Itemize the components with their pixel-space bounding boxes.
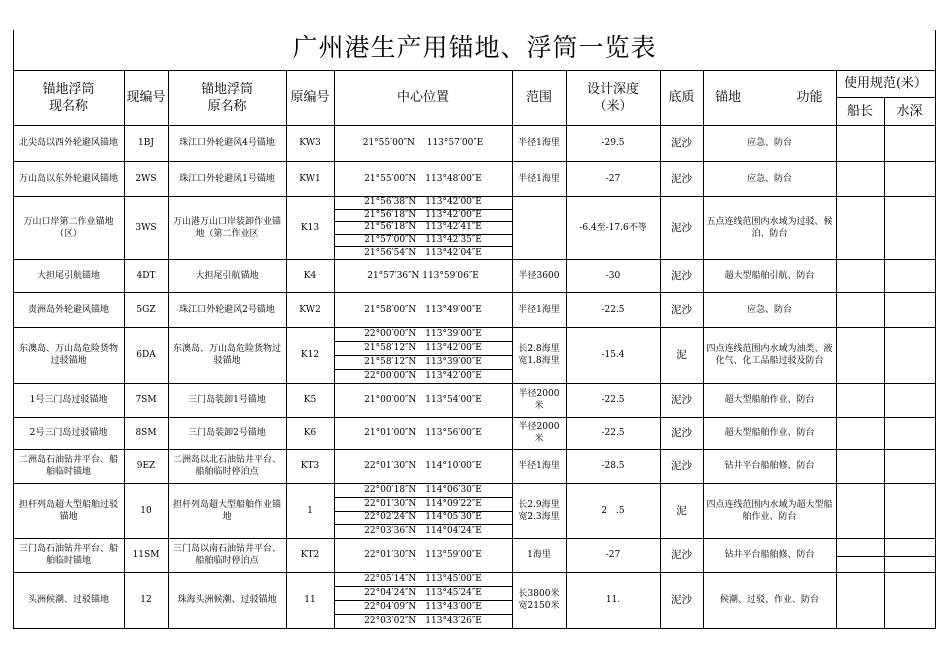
grid-line xyxy=(836,483,837,538)
coordinate-divider xyxy=(334,355,513,356)
grid-line xyxy=(884,125,885,161)
row-current-code: 10 xyxy=(140,505,152,516)
row-bottom-type: 泥沙 xyxy=(671,549,692,561)
row-original-name: 珠江口外轮避风2号锚地 xyxy=(179,304,275,315)
row-center-coordinate: 21°00′00″N 113°54′00″E xyxy=(364,395,482,405)
row-center-coordinate: 21°56′38″N 113°42′00″E xyxy=(364,197,482,208)
grid-line xyxy=(884,417,885,449)
row-range: 半径2000 米 xyxy=(518,389,560,411)
row-original-name: 珠海头洲候潮、过驳锚地 xyxy=(177,595,277,605)
row-current-code: 4DT xyxy=(136,270,156,281)
row-range: 半径3600 xyxy=(518,270,560,281)
row-bottom-type: 泥沙 xyxy=(671,137,692,149)
row-center-coordinate: 22°01′30″N 113°59′00″E xyxy=(364,550,482,560)
row-bottom-type: 泥沙 xyxy=(671,427,692,439)
row-design-depth: -22.5 xyxy=(601,304,625,315)
coordinate-divider xyxy=(334,586,513,587)
row-bottom-type: 泥沙 xyxy=(671,594,692,606)
row-original-code: KW3 xyxy=(299,138,321,148)
row-range: 1海里 xyxy=(527,550,551,560)
row-original-name: 担杆列岛超大型船舶作业锚地 xyxy=(172,499,281,522)
row-center-coordinate: 22°04′09″N 113°43′00″E xyxy=(364,602,482,612)
row-bottom-type: 泥 xyxy=(676,504,687,517)
header-original-name: 锚地浮筒 原名称 xyxy=(200,81,253,114)
row-function: 钻井平台船舶修、防台 xyxy=(724,550,815,560)
header-original-code: 原编号 xyxy=(290,90,330,105)
row-center-coordinate: 21°57′36″N 113°59′06″E xyxy=(367,270,479,281)
row-bottom-type: 泥沙 xyxy=(671,221,692,234)
row-center-coordinate: 22°02′24″N 114°05′30″E xyxy=(364,512,482,523)
grid-line xyxy=(836,538,837,572)
row-range: 半径1海里 xyxy=(518,304,560,315)
row-center-coordinate: 21°57′00″N 113°42′35″E xyxy=(364,235,482,246)
row-function: 候潮、过驳、作业、防台 xyxy=(719,595,819,605)
row-center-coordinate: 21°58′12″N 113°42′00″E xyxy=(364,343,482,353)
row-original-name: 三门岛以南石油钻井平台、船舶临时停泊点 xyxy=(172,544,281,566)
row-current-name: 担杆列岛超大型船舶过驳锚地 xyxy=(18,499,118,522)
header-function: 功能 xyxy=(796,90,823,105)
coordinate-divider xyxy=(334,600,513,601)
grid-line xyxy=(884,483,885,538)
grid-line xyxy=(836,572,837,628)
row-current-code: 3WS xyxy=(135,222,157,233)
row-design-depth: -27 xyxy=(605,550,621,560)
grid-line xyxy=(836,417,837,449)
coordinate-divider xyxy=(334,341,513,342)
row-original-code: K13 xyxy=(300,222,320,233)
row-center-coordinate: 22°03′02″N 113°43′26″E xyxy=(364,616,482,626)
row-center-coordinate: 21°55′00″N 113°48′00″E xyxy=(364,173,482,184)
row-design-depth: -6.4至-17.6不等 xyxy=(579,222,647,233)
row-center-coordinate: 21°56′18″N 113°42′41″E xyxy=(364,222,482,233)
coordinate-divider xyxy=(334,497,513,498)
row-bottom-type: 泥沙 xyxy=(671,460,692,472)
row-current-code: 12 xyxy=(140,595,152,605)
row-current-code: 2WS xyxy=(135,173,157,184)
row-original-name: 珠江口外轮避风1号锚地 xyxy=(179,173,275,184)
row-original-name: 万山港万山口岸装卸作业锚地（第二作业区 xyxy=(172,216,281,239)
row-function: 钻井平台船舶修、防台 xyxy=(724,461,815,471)
row-range xyxy=(512,196,566,259)
row-function: 四点连线范围内水域为超大型船舶作业、防台 xyxy=(706,499,833,522)
row-function: 四点连线范围内水域为油类、液化气、化工品船过驳及防台 xyxy=(706,344,833,366)
row-original-name: 大担尾引航锚地 xyxy=(195,270,259,281)
row-current-name: 二洲岛石油钻井平台、船舶临时锚地 xyxy=(18,455,118,477)
row-design-depth: 2 .5 xyxy=(601,505,625,516)
row-design-depth: -27 xyxy=(605,173,621,184)
page-title: 广州港生产用锚地、浮筒一览表 xyxy=(292,33,657,62)
grid-line xyxy=(836,196,837,259)
row-current-code: 1BJ xyxy=(138,138,154,148)
row-original-name: 二洲岛以北石油钻井平台、船舶临时停泊点 xyxy=(172,455,281,477)
row-current-name: 大担尾引航锚地 xyxy=(36,270,100,281)
row-original-code: KW2 xyxy=(299,304,321,315)
row-center-coordinate: 22°00′00″N 113°42′00″E xyxy=(364,371,482,381)
row-function: 应急、防台 xyxy=(746,138,792,148)
row-design-depth: -15.4 xyxy=(601,350,625,360)
row-current-code: 11SM xyxy=(132,550,160,560)
header-design-depth: 设计深度 （米） xyxy=(586,81,639,114)
row-original-name: 珠江口外轮避风4号锚地 xyxy=(179,138,275,148)
coordinate-divider xyxy=(334,524,513,525)
coordinate-divider xyxy=(334,221,513,222)
row-function: 超大型船舶作业、防台 xyxy=(724,428,815,438)
usage-partial-line xyxy=(836,556,936,557)
row-original-code: K5 xyxy=(303,395,317,405)
row-original-code: K4 xyxy=(303,270,317,281)
row-center-coordinate: 22°01′30″N 114°09′22″E xyxy=(364,498,482,509)
row-original-name: 三门岛装卸1号锚地 xyxy=(188,395,266,405)
grid-line xyxy=(836,259,837,292)
grid-line xyxy=(884,449,885,483)
row-range: 半径2000 米 xyxy=(518,422,560,444)
row-design-depth: -28.5 xyxy=(601,461,625,471)
coordinate-divider xyxy=(334,246,513,247)
header-function-anchorage: 锚地 xyxy=(714,90,741,105)
row-range: 半径1海里 xyxy=(518,461,560,471)
row-function: 应急、防台 xyxy=(746,173,792,184)
coordinate-divider xyxy=(334,511,513,512)
row-function: 五点连线范围内水域为过驳、候泊、防台 xyxy=(706,216,833,239)
header-range: 范围 xyxy=(525,90,552,105)
row-design-depth: -30 xyxy=(605,270,621,281)
row-function: 超大型船舶引航、防台 xyxy=(724,270,815,281)
row-center-coordinate: 21°01′00″N 113°56′00″E xyxy=(364,428,482,438)
row-center-coordinate: 22°05′14″N 113°45′00″E xyxy=(364,574,482,584)
row-current-name: 1号三门岛过驳锚地 xyxy=(29,395,108,405)
row-original-code: 1 xyxy=(307,505,313,516)
row-center-coordinate: 22°01′30″N 114°10′00″E xyxy=(364,461,482,471)
grid-line xyxy=(836,292,837,327)
row-original-code: KW1 xyxy=(299,173,321,184)
row-original-code: K12 xyxy=(300,350,320,360)
row-current-code: 9EZ xyxy=(136,461,156,471)
grid-line xyxy=(884,196,885,259)
row-range: 长2.8海里 宽1.8海里 xyxy=(518,344,560,366)
row-current-code: 8SM xyxy=(135,428,157,438)
grid-line xyxy=(884,383,885,417)
row-center-coordinate: 21°56′18″N 113°42′00″E xyxy=(364,209,482,220)
row-current-name: 东澳岛、万山岛危险货物过驳锚地 xyxy=(18,344,118,366)
grid-line xyxy=(884,538,885,572)
row-bottom-type: 泥沙 xyxy=(671,269,692,282)
grid-line xyxy=(884,259,885,292)
coordinate-divider xyxy=(334,209,513,210)
row-original-name: 三门岛装卸2号锚地 xyxy=(188,428,266,438)
grid-line xyxy=(884,327,885,383)
row-center-coordinate: 22°00′00″N 113°39′00″E xyxy=(364,329,482,339)
header-center-position: 中心位置 xyxy=(396,90,449,105)
grid-line xyxy=(884,161,885,196)
row-bottom-type: 泥 xyxy=(676,349,687,361)
header-current-name: 锚地浮筒 现名称 xyxy=(42,81,95,114)
row-center-coordinate: 21°55′00″N 113°57′00″E xyxy=(362,138,484,148)
grid-line xyxy=(884,572,885,628)
row-original-code: 11 xyxy=(304,595,316,605)
coordinate-divider xyxy=(334,614,513,615)
row-original-code: K6 xyxy=(303,428,317,438)
row-divider xyxy=(13,628,936,629)
row-function: 超大型船舶作业、防台 xyxy=(724,395,815,405)
row-design-depth: -22.5 xyxy=(601,395,625,405)
grid-line xyxy=(836,161,837,196)
row-current-name: 2号三门岛过驳锚地 xyxy=(29,428,108,438)
row-bottom-type: 泥沙 xyxy=(671,394,692,406)
row-current-name: 北尖岛以西外轮避风锚地 xyxy=(18,138,118,148)
row-range: 半径1海里 xyxy=(518,173,560,184)
row-center-coordinate: 22°04′24″N 113°45′24″E xyxy=(364,588,482,598)
row-current-name: 三门岛石油钻井平台、船舶临时锚地 xyxy=(18,544,118,566)
row-current-code: 6DA xyxy=(136,350,156,360)
grid-line xyxy=(836,125,837,161)
row-range: 长3800米 宽2150米 xyxy=(518,589,560,611)
row-original-name: 东澳岛、万山岛危险货物过驳锚地 xyxy=(172,344,281,366)
row-original-code: KT3 xyxy=(300,461,320,471)
header-water-depth: 水深 xyxy=(896,103,923,119)
row-current-name: 头洲候潮、过驳锚地 xyxy=(27,595,109,605)
row-bottom-type: 泥沙 xyxy=(671,303,692,316)
grid-line xyxy=(884,292,885,327)
grid-line xyxy=(836,383,837,417)
grid-line xyxy=(836,327,837,383)
row-center-coordinate: 22°03′36″N 114°04′24″E xyxy=(364,526,482,537)
header-ship-length: 船长 xyxy=(846,103,873,119)
row-design-depth: 11. xyxy=(605,595,621,605)
header-current-code: 现编号 xyxy=(126,90,166,105)
row-current-code: 7SM xyxy=(135,395,157,405)
row-current-name: 万山岛以东外轮避风锚地 xyxy=(18,173,118,184)
grid-line xyxy=(836,449,837,483)
header-usage-spec: 使用规范(米） xyxy=(843,76,928,91)
row-range: 长2.9海里 宽2.3海里 xyxy=(518,499,560,522)
row-original-code: KT2 xyxy=(300,550,320,560)
row-bottom-type: 泥沙 xyxy=(671,172,692,185)
row-function: 应急、防台 xyxy=(746,304,792,315)
row-range: 半径1海里 xyxy=(518,138,560,148)
row-design-depth: -29.5 xyxy=(601,138,625,148)
row-center-coordinate: 21°56′54″N 113°42′04″E xyxy=(364,247,482,258)
row-current-name: 万山口岸第二作业锚地（区） xyxy=(23,216,114,239)
row-current-name: 责洲岛外轮避风锚地 xyxy=(27,304,109,315)
row-center-coordinate: 22°00′18″N 114°06′30″E xyxy=(364,484,482,495)
row-center-coordinate: 21°58′00″N 113°49′00″E xyxy=(364,304,482,315)
header-bottom-type: 底质 xyxy=(668,90,695,105)
coordinate-divider xyxy=(334,234,513,235)
row-design-depth: -22.5 xyxy=(601,428,625,438)
coordinate-divider xyxy=(334,369,513,370)
row-center-coordinate: 21°58′12″N 113°39′00″E xyxy=(364,357,482,367)
row-current-code: 5GZ xyxy=(136,304,156,315)
